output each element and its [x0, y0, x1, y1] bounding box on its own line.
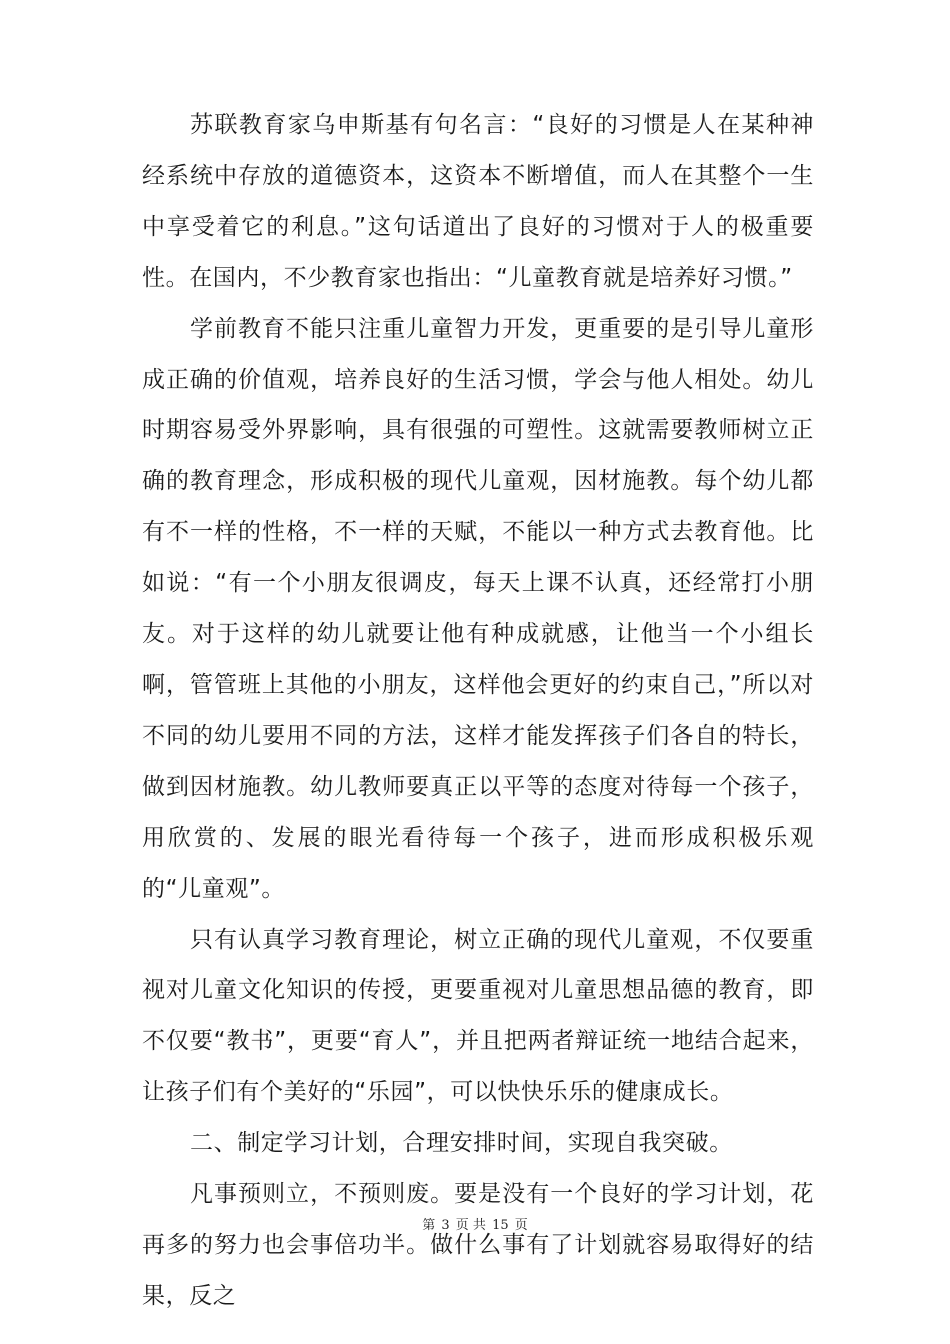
paragraph-2: 学前教育不能只注重儿童智力开发，更重要的是引导儿童形成正确的价值观，培养良好的生活习惯，学会与他人相处。幼儿时期容易受外界影响，具有很强的可塑性。这就需要教师树立正确的教育理念，形成积极的现代儿童观，因材施教。每个幼儿都有不一样的性格，不一样的天赋，不能以一种方式去教育他。比如说：“有一个小朋友很调皮，每天上课不认真，还经常打小朋友。对于这样的幼儿就要让他有种成就感，让他当一个小组长啊，管管班上其他的小朋友，这样他会更好的约束自己，”所以对不同的幼儿要用不同的方法，这样才能发挥孩子们各自的特长，做到因材施教。幼儿教师要真正以平等的态度对待每一个孩子，用欣赏的、发展的眼光看待每一个孩子，进而形成积极乐观的“儿童观”。 [142, 315, 814, 902]
footer-total-pages: 15 [492, 1218, 509, 1233]
paragraph-5: 凡事预则立，不预则废。要是没有一个良好的学习计划，花再多的努力也会事倍功半。做什么事有了计划就容易取得好的结果，反之 [142, 1181, 814, 1309]
footer-middle: 页 共 [455, 1218, 486, 1233]
footer-prefix: 第 [422, 1218, 436, 1233]
footer-current-page: 3 [441, 1218, 450, 1233]
page-footer [0, 1214, 950, 1233]
section-heading: 二、制定学习计划，合理安排时间，实现自我突破。 [190, 1130, 733, 1157]
footer-suffix: 页 [514, 1218, 528, 1233]
paragraph-3: 只有认真学习教育理论，树立正确的现代儿童观，不仅要重视对儿童文化知识的传授，更要重视对儿童思想品德的教育，即不仅要“教书”，更要“育人”，并且把两者辩证统一地结合起来，让孩子们有个美好的“乐园”，可以快快乐乐的健康成长。 [142, 926, 814, 1106]
body-text [142, 100, 814, 1322]
paragraph-1: 苏联教育家乌申斯基有句名言：“良好的习惯是人在某种神经系统中存放的道德资本，这资本不断增值，而人在其整个一生中享受着它的利息。”这句话道出了良好的习惯对于人的极重要性。在国内，不少教育家也指出：“儿童教育就是培养好习惯。” [142, 112, 814, 291]
